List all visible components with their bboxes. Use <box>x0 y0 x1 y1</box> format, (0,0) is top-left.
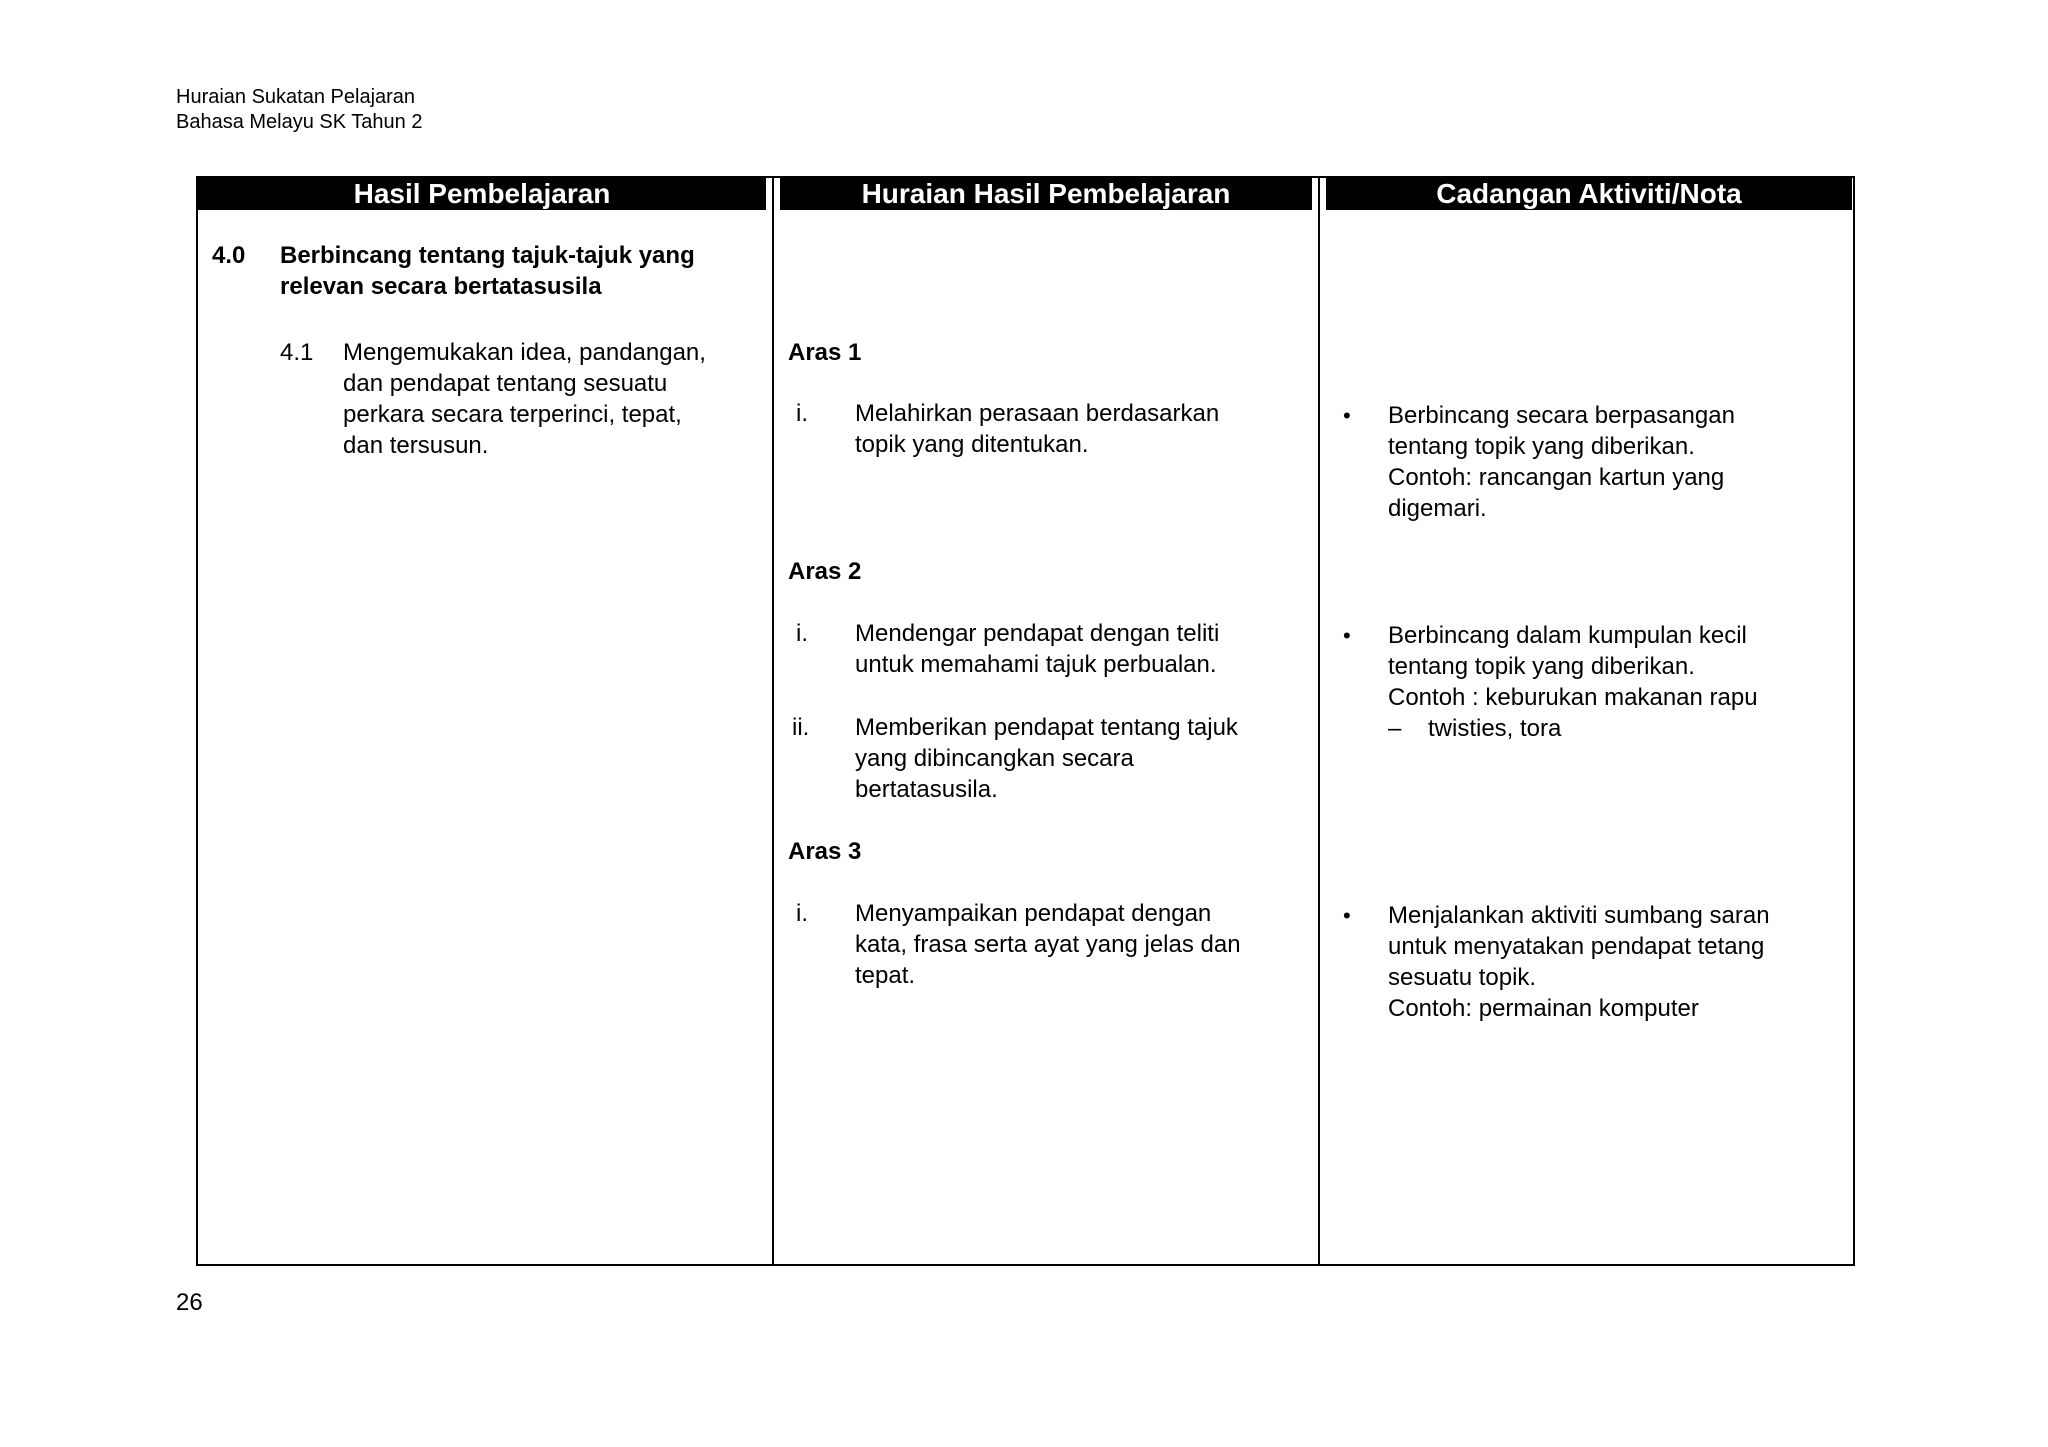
activity-1-line-4: digemari. <box>1388 495 1487 522</box>
activity-1-line-1: Berbincang secara berpasangan <box>1388 402 1735 429</box>
activity-2-dash-text: twisties, tora <box>1428 715 1562 742</box>
activity-3-line-1: Menjalankan aktiviti sumbang saran <box>1388 902 1770 929</box>
activity-1-line-3: Contoh: rancangan kartun yang <box>1388 464 1725 491</box>
level-2-item-2-line-1: Memberikan pendapat tentang tajuk <box>855 714 1238 741</box>
level-2-item-2-marker: ii. <box>792 714 810 741</box>
activity-3-line-2: untuk menyatakan pendapat tetang <box>1388 933 1765 960</box>
column-divider-1 <box>772 176 774 1266</box>
activity-3-line-3: sesuatu topik. <box>1388 964 1537 991</box>
level-3-item-1-line-1: Menyampaikan pendapat dengan <box>855 900 1212 927</box>
section-number: 4.0 <box>212 242 246 269</box>
level-3-item-1-line-3: tepat. <box>855 962 916 989</box>
header-line-1: Huraian Sukatan Pelajaran <box>176 86 416 108</box>
subsection-text-line-4: dan tersusun. <box>343 432 489 459</box>
level-3-item-1-marker: i. <box>796 900 808 927</box>
level-3-item-1-line-2: kata, frasa serta ayat yang jelas dan <box>855 931 1241 958</box>
subsection-number: 4.1 <box>280 339 314 366</box>
bullet-icon: • <box>1343 623 1351 648</box>
level-2-title: Aras 2 <box>788 558 862 585</box>
activity-2-line-2: tentang topik yang diberikan. <box>1388 653 1695 680</box>
activity-1-line-2: tentang topik yang diberikan. <box>1388 433 1695 460</box>
document-header <box>176 85 422 135</box>
level-2-item-2-line-2: yang dibincangkan secara <box>855 745 1134 772</box>
column-header-cadangan-aktiviti: Cadangan Aktiviti/Nota <box>1326 178 1852 210</box>
section-title-line-2: relevan secara bertatasusila <box>280 273 602 300</box>
subsection-text-line-2: dan pendapat tentang sesuatu <box>343 370 668 397</box>
activity-2-line-3: Contoh : keburukan makanan rapu <box>1388 684 1758 711</box>
level-2-item-1-line-2: untuk memahami tajuk perbualan. <box>855 651 1217 678</box>
level-2-item-2-line-3: bertatasusila. <box>855 776 998 803</box>
page-number: 26 <box>176 1289 203 1316</box>
dash-icon: – <box>1388 715 1402 742</box>
level-2-item-1-marker: i. <box>796 620 808 647</box>
level-1-item-1-line-2: topik yang ditentukan. <box>855 431 1089 458</box>
level-3-title: Aras 3 <box>788 838 862 865</box>
activity-3-line-4: Contoh: permainan komputer <box>1388 995 1699 1022</box>
column-header-huraian-hasil-pembelajaran: Huraian Hasil Pembelajaran <box>780 178 1312 210</box>
column-divider-2 <box>1318 176 1320 1266</box>
bullet-icon: • <box>1343 403 1351 428</box>
header-line-2: Bahasa Melayu SK Tahun 2 <box>176 111 423 133</box>
activity-2-line-1: Berbincang dalam kumpulan kecil <box>1388 622 1747 649</box>
column-header-hasil-pembelajaran: Hasil Pembelajaran <box>198 178 766 210</box>
level-2-item-1-line-1: Mendengar pendapat dengan teliti <box>855 620 1220 647</box>
level-1-title: Aras 1 <box>788 339 862 366</box>
section-title-line-1: Berbincang tentang tajuk-tajuk yang <box>280 242 695 269</box>
bullet-icon: • <box>1343 903 1351 928</box>
level-1-item-1-line-1: Melahirkan perasaan berdasarkan <box>855 400 1220 427</box>
subsection-text-line-3: perkara secara terperinci, tepat, <box>343 401 682 428</box>
subsection-text-line-1: Mengemukakan idea, pandangan, <box>343 339 706 366</box>
level-1-item-1-marker: i. <box>796 400 808 427</box>
